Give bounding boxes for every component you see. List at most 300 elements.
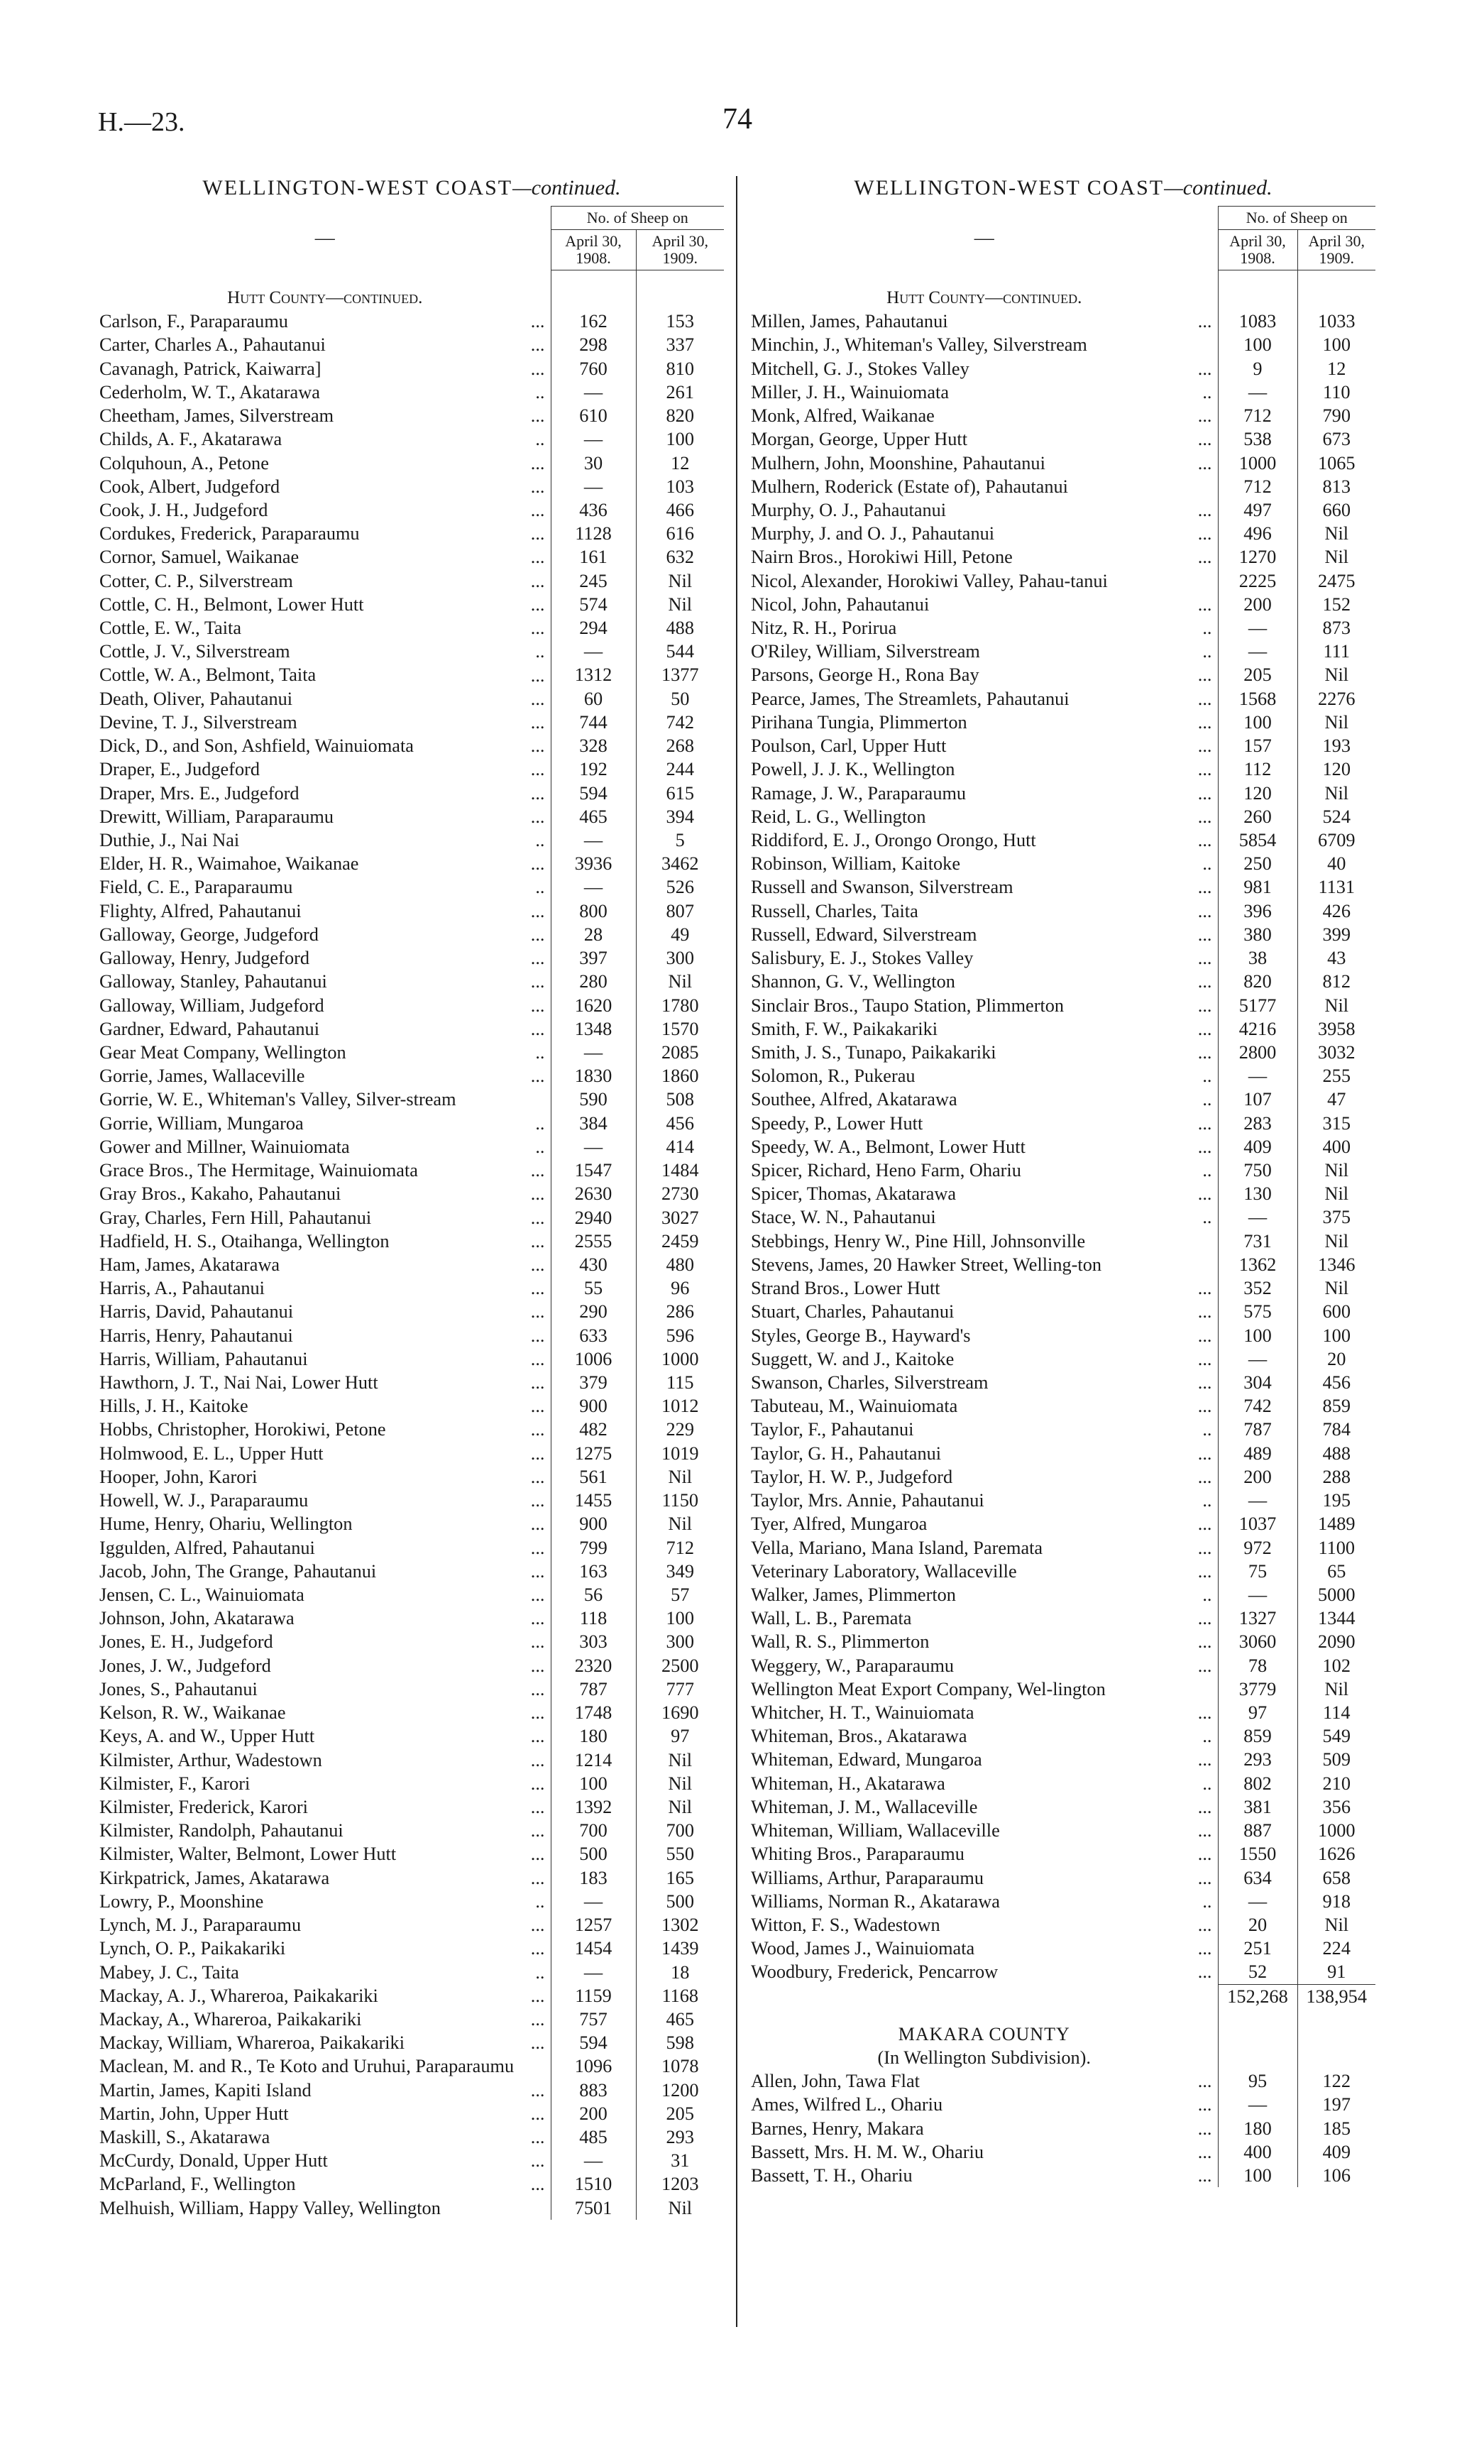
owner-name: Cook, Albert, Judgeford bbox=[99, 476, 280, 497]
table-row bbox=[751, 1960, 1375, 1984]
table-row bbox=[99, 2008, 724, 2031]
owner-name: Ramage, J. W., Paraparaumu bbox=[751, 782, 967, 804]
table-row bbox=[751, 899, 1375, 923]
owner-name: Styles, George B., Hayward's bbox=[751, 1325, 971, 1346]
leader-dots: ... bbox=[530, 1796, 545, 1817]
table-row bbox=[751, 923, 1375, 946]
county-title: MAKARA COUNTY bbox=[898, 2023, 1070, 2044]
owner-name: Hooper, John, Karori bbox=[99, 1466, 258, 1487]
table-row bbox=[99, 1276, 724, 1300]
table-row bbox=[751, 875, 1375, 899]
sheep-1908: — bbox=[551, 640, 636, 663]
sheep-1908: 760 bbox=[551, 357, 636, 380]
sheep-1909: 810 bbox=[636, 357, 724, 380]
sheep-1908: 97 bbox=[1218, 1701, 1297, 1724]
leader-dots: .. bbox=[1202, 1490, 1212, 1511]
owner-name: Shannon, G. V., Wellington bbox=[751, 971, 955, 992]
leader-dots: ... bbox=[1197, 806, 1212, 827]
sheep-1909: 812 bbox=[1297, 970, 1375, 993]
leader-dots: ... bbox=[1197, 2118, 1212, 2139]
leader-dots: ... bbox=[530, 2008, 545, 2030]
leader-dots: ... bbox=[530, 499, 545, 520]
page-number: 74 bbox=[722, 103, 752, 136]
owner-name: Melhuish, William, Happy Valley, Wellington bbox=[99, 2197, 441, 2218]
table-row bbox=[751, 1465, 1375, 1489]
leader-dots: ... bbox=[1197, 1631, 1212, 1653]
sheep-1909: 1078 bbox=[636, 2054, 724, 2078]
table-row bbox=[751, 1560, 1375, 1583]
table-row bbox=[99, 970, 724, 993]
sheep-1908: 802 bbox=[1218, 1772, 1297, 1795]
table-row bbox=[99, 1677, 724, 1701]
sheep-1908: 4216 bbox=[1218, 1017, 1297, 1041]
sheep-1908: 820 bbox=[1218, 970, 1297, 993]
sheep-1909: 456 bbox=[1297, 1371, 1375, 1394]
leader-dots: ... bbox=[530, 1584, 545, 1606]
sheep-1909: Nil bbox=[1297, 1182, 1375, 1205]
sheep-1908: 1214 bbox=[551, 1748, 636, 1772]
sheep-1908: 575 bbox=[1218, 1300, 1297, 1323]
sheep-1909: Nil bbox=[636, 569, 724, 593]
leader-dots: ... bbox=[530, 1915, 545, 1936]
sheep-1908: 3936 bbox=[551, 852, 636, 875]
sheep-1908: 118 bbox=[551, 1606, 636, 1630]
leader-dots: ... bbox=[1197, 1749, 1212, 1770]
owner-name: Stace, W. N., Pahautanui bbox=[751, 1207, 936, 1228]
sheep-1908: 750 bbox=[1218, 1159, 1297, 1182]
leader-dots: ... bbox=[1197, 1466, 1212, 1487]
owner-name: Martin, John, Upper Hutt bbox=[99, 2103, 289, 2124]
table-row bbox=[99, 1984, 724, 2008]
sheep-1908: 251 bbox=[1218, 1937, 1297, 1960]
sheep-1908: 1454 bbox=[551, 1937, 636, 1960]
sheep-1909: 1012 bbox=[636, 1394, 724, 1418]
sheep-1909: 288 bbox=[1297, 1465, 1375, 1489]
sheep-1908: 100 bbox=[1218, 333, 1297, 356]
owner-name: Witton, F. S., Wadestown bbox=[751, 1914, 940, 1935]
sheep-1908: 2940 bbox=[551, 1206, 636, 1230]
sheep-1908: 1083 bbox=[1218, 310, 1297, 333]
sheep-1909: 480 bbox=[636, 1253, 724, 1276]
sheep-1908: 379 bbox=[551, 1371, 636, 1394]
sheep-1909: Nil bbox=[636, 1465, 724, 1489]
sheep-1908: — bbox=[1218, 380, 1297, 404]
owner-name: Gorrie, W. E., Whiteman's Valley, Silver-stream bbox=[99, 1089, 456, 1110]
sheep-1909: 111 bbox=[1297, 640, 1375, 663]
leader-dots: ... bbox=[530, 311, 545, 332]
leader-dots: ... bbox=[530, 1490, 545, 1511]
owner-name: Cottle, C. H., Belmont, Lower Hutt bbox=[99, 593, 364, 615]
leader-dots: ... bbox=[530, 1325, 545, 1346]
table-row bbox=[99, 1724, 724, 1748]
leader-dots: ... bbox=[1197, 1796, 1212, 1817]
leader-dots: ... bbox=[1197, 995, 1212, 1016]
sheep-1909: 122 bbox=[1297, 2069, 1375, 2093]
owner-name: Pearce, James, The Streamlets, Pahautanui bbox=[751, 688, 1070, 709]
sheep-1909: 1200 bbox=[636, 2079, 724, 2102]
sheep-1908: 561 bbox=[551, 1465, 636, 1489]
sheep-1909: 632 bbox=[636, 545, 724, 569]
sheep-1909: 356 bbox=[1297, 1795, 1375, 1819]
table-row bbox=[99, 333, 724, 356]
table-row bbox=[751, 687, 1375, 711]
sheep-1908: 5177 bbox=[1218, 994, 1297, 1017]
left-name-col-header: — bbox=[314, 226, 335, 249]
table-row bbox=[99, 357, 724, 380]
sheep-1909: 100 bbox=[636, 427, 724, 451]
sheep-1908: 294 bbox=[551, 616, 636, 640]
sheep-1909: 526 bbox=[636, 875, 724, 899]
leader-dots: ... bbox=[1197, 877, 1212, 898]
sheep-1909: 524 bbox=[1297, 805, 1375, 828]
leader-dots: ... bbox=[1197, 1278, 1212, 1299]
leader-dots: ... bbox=[530, 1773, 545, 1794]
leader-dots: ... bbox=[530, 1254, 545, 1275]
leader-dots: ... bbox=[1197, 735, 1212, 757]
table-row bbox=[751, 1866, 1375, 1890]
sheep-1908: — bbox=[551, 427, 636, 451]
sheep-1909: 2085 bbox=[636, 1041, 724, 1064]
leader-dots: ... bbox=[530, 1560, 545, 1582]
sheep-1908: 328 bbox=[551, 734, 636, 757]
owner-name: Johnson, John, Akatarawa bbox=[99, 1608, 295, 1629]
leader-dots: ... bbox=[1197, 948, 1212, 969]
sheep-1908: — bbox=[551, 475, 636, 498]
owner-name: Smith, J. S., Tunapo, Paikakariki bbox=[751, 1041, 996, 1063]
table-row bbox=[99, 1253, 724, 1276]
sheep-1909: 193 bbox=[1297, 734, 1375, 757]
sheep-1909: 5 bbox=[636, 828, 724, 852]
owner-name: Sinclair Bros., Taupo Station, Plimmerton bbox=[751, 995, 1065, 1016]
table-row bbox=[751, 1512, 1375, 1535]
owner-name: Lynch, O. P., Paikakariki bbox=[99, 1938, 286, 1959]
table-row bbox=[751, 475, 1375, 498]
leader-dots: .. bbox=[535, 1890, 545, 1912]
owner-name: Spicer, Richard, Heno Farm, Ohariu bbox=[751, 1160, 1021, 1181]
sheep-1909: 1377 bbox=[636, 663, 724, 686]
owner-name: Maskill, S., Akatarawa bbox=[99, 2127, 270, 2148]
owner-name: Jensen, C. L., Wainuiomata bbox=[99, 1584, 304, 1605]
owner-name: Mitchell, G. J., Stokes Valley bbox=[751, 358, 969, 379]
sheep-1908: 75 bbox=[1218, 1560, 1297, 1583]
owner-name: Whiteman, H., Akatarawa bbox=[751, 1773, 945, 1794]
owner-name: Pirihana Tungia, Plimmerton bbox=[751, 711, 967, 733]
sheep-1909: 742 bbox=[636, 711, 724, 734]
leader-dots: ... bbox=[1197, 759, 1212, 780]
owner-name: Kilmister, Walter, Belmont, Lower Hutt bbox=[99, 1844, 397, 1865]
table-row bbox=[99, 1442, 724, 1465]
table-row bbox=[751, 1654, 1375, 1677]
leader-dots: ... bbox=[1197, 1961, 1212, 1983]
leader-dots: ... bbox=[530, 1160, 545, 1181]
sheep-1909: 400 bbox=[1297, 1135, 1375, 1159]
leader-dots: ... bbox=[530, 1726, 545, 1747]
table-row bbox=[751, 357, 1375, 380]
owner-name: Russell, Edward, Silverstream bbox=[751, 924, 977, 945]
sheep-1908: 205 bbox=[1218, 663, 1297, 686]
sheep-1908: 1327 bbox=[1218, 1606, 1297, 1630]
sheep-1909: 185 bbox=[1297, 2117, 1375, 2140]
sheep-1908: 200 bbox=[1218, 593, 1297, 616]
table-row bbox=[99, 2079, 724, 2102]
left-sheep-table bbox=[99, 206, 724, 2220]
owner-name: Hills, J. H., Kaitoke bbox=[99, 1396, 248, 1417]
owner-name: Riddiford, E. J., Orongo Orongo, Hutt bbox=[751, 829, 1036, 850]
sheep-1908: — bbox=[1218, 616, 1297, 640]
sheep-1908: 489 bbox=[1218, 1442, 1297, 1465]
sheep-1908: 496 bbox=[1218, 522, 1297, 545]
sheep-1909: 337 bbox=[636, 333, 724, 356]
sheep-1909: 5000 bbox=[1297, 1583, 1375, 1606]
table-row bbox=[99, 593, 724, 616]
table-row bbox=[751, 1205, 1375, 1229]
sheep-1908: 180 bbox=[1218, 2117, 1297, 2140]
sheep-1908: 500 bbox=[551, 1842, 636, 1866]
owner-name: Harris, A., Pahautanui bbox=[99, 1278, 265, 1299]
sheep-1909: 777 bbox=[636, 1677, 724, 1701]
table-row bbox=[99, 1230, 724, 1253]
sheep-1909: 43 bbox=[1297, 946, 1375, 970]
leader-dots: ... bbox=[1197, 1325, 1212, 1346]
owner-name: Speedy, P., Lower Hutt bbox=[751, 1112, 923, 1134]
sheep-1909: Nil bbox=[636, 1772, 724, 1795]
sheep-1908: 1362 bbox=[1218, 1253, 1297, 1276]
owner-name: Stebbings, Henry W., Pine Hill, Johnsonville bbox=[751, 1230, 1086, 1252]
sheep-1909: 31 bbox=[636, 2149, 724, 2172]
sheep-1908: 283 bbox=[1218, 1112, 1297, 1135]
table-row bbox=[99, 923, 724, 946]
table-row bbox=[99, 1206, 724, 1230]
sheep-1909: 660 bbox=[1297, 498, 1375, 522]
sheep-1909: 268 bbox=[636, 734, 724, 757]
sheep-1908: — bbox=[551, 380, 636, 404]
sheep-1909: 1489 bbox=[1297, 1512, 1375, 1535]
sheep-1909: 244 bbox=[636, 757, 724, 781]
owner-name: Harris, William, Pahautanui bbox=[99, 1348, 308, 1369]
owner-name: Minchin, J., Whiteman's Valley, Silverstream bbox=[751, 334, 1087, 356]
table-row bbox=[751, 805, 1375, 828]
county-heading-row bbox=[751, 2008, 1375, 2046]
sheep-1908: — bbox=[1218, 640, 1297, 663]
table-row bbox=[751, 711, 1375, 734]
sheep-1908: 409 bbox=[1218, 1135, 1297, 1159]
sheep-1908: 1550 bbox=[1218, 1842, 1297, 1866]
leader-dots: .. bbox=[1202, 1066, 1212, 1087]
leader-dots: ... bbox=[530, 1985, 545, 2006]
owner-name: Suggett, W. and J., Kaitoke bbox=[751, 1348, 955, 1369]
sheep-1908: 100 bbox=[1218, 711, 1297, 734]
table-row bbox=[99, 640, 724, 663]
sheep-1908: 30 bbox=[551, 451, 636, 475]
leader-dots: ... bbox=[530, 711, 545, 733]
right-col-1909: April 30, 1909. bbox=[1297, 230, 1375, 270]
sheep-1909: 91 bbox=[1297, 1960, 1375, 1984]
sheep-1908: 112 bbox=[1218, 757, 1297, 781]
leader-dots: ... bbox=[530, 2079, 545, 2101]
sheep-1908: 52 bbox=[1218, 1960, 1297, 1984]
sheep-1908: 859 bbox=[1218, 1724, 1297, 1748]
leader-dots: ... bbox=[530, 664, 545, 686]
leader-dots: ... bbox=[530, 1348, 545, 1369]
sheep-1908: 130 bbox=[1218, 1182, 1297, 1205]
table-row bbox=[99, 1135, 724, 1159]
left-col-1908: April 30, 1908. bbox=[551, 230, 636, 270]
leader-dots: ... bbox=[1197, 499, 1212, 520]
table-row bbox=[99, 1159, 724, 1182]
sheep-1909: 100 bbox=[636, 1606, 724, 1630]
leader-dots: ... bbox=[530, 1419, 545, 1440]
sheep-1909: 1439 bbox=[636, 1937, 724, 1960]
right-name-col-header: — bbox=[974, 226, 994, 249]
table-row bbox=[99, 1465, 724, 1489]
leader-dots: .. bbox=[535, 1042, 545, 1063]
table-row bbox=[751, 1772, 1375, 1795]
owner-name: Galloway, Stanley, Pahautanui bbox=[99, 971, 327, 992]
sheep-1909: Nil bbox=[636, 1748, 724, 1772]
owner-name: Swanson, Charles, Silverstream bbox=[751, 1371, 989, 1393]
left-group-header: No. of Sheep on bbox=[551, 207, 724, 230]
sheep-1909: Nil bbox=[1297, 1159, 1375, 1182]
sheep-1909: 205 bbox=[636, 2102, 724, 2125]
sheep-1909: 286 bbox=[636, 1300, 724, 1323]
leader-dots: .. bbox=[535, 1136, 545, 1157]
sheep-1908: 1275 bbox=[551, 1442, 636, 1465]
sheep-1908: 260 bbox=[1218, 805, 1297, 828]
owner-name: Spicer, Thomas, Akatarawa bbox=[751, 1183, 957, 1205]
owner-name: Nitz, R. H., Porirua bbox=[751, 618, 897, 638]
table-row bbox=[751, 1630, 1375, 1653]
owner-name: Powell, J. J. K., Wellington bbox=[751, 759, 955, 780]
sheep-1909: 255 bbox=[1297, 1064, 1375, 1088]
owner-name: Kirkpatrick, James, Akatarawa bbox=[99, 1867, 330, 1888]
table-row bbox=[99, 1324, 724, 1347]
leader-dots: ... bbox=[530, 476, 545, 497]
owner-name: Draper, Mrs. E., Judgeford bbox=[99, 782, 299, 804]
sheep-1908: 3779 bbox=[1218, 1677, 1297, 1701]
table-row bbox=[751, 333, 1375, 356]
table-row bbox=[99, 2125, 724, 2149]
total-row bbox=[751, 1984, 1375, 2008]
leader-dots: ... bbox=[1197, 688, 1212, 709]
sheep-1908: 157 bbox=[1218, 734, 1297, 757]
sheep-1909: 3032 bbox=[1297, 1041, 1375, 1064]
sheep-1908: 634 bbox=[1218, 1866, 1297, 1890]
sheep-1909: 65 bbox=[1297, 1560, 1375, 1583]
table-row bbox=[751, 1890, 1375, 1913]
sheep-1908: 594 bbox=[551, 782, 636, 805]
owner-name: Harris, David, Pahautanui bbox=[99, 1301, 294, 1323]
sheep-1909: Nil bbox=[1297, 663, 1375, 686]
table-row bbox=[99, 1890, 724, 1913]
subheading-text: Hutt County—continued. bbox=[886, 288, 1082, 307]
table-row bbox=[99, 2172, 724, 2196]
leader-dots: .. bbox=[1202, 618, 1212, 639]
table-row bbox=[751, 1724, 1375, 1748]
leader-dots: ... bbox=[1197, 1608, 1212, 1629]
sheep-1909: 3462 bbox=[636, 852, 724, 875]
sheep-1908: 900 bbox=[551, 1394, 636, 1418]
table-row bbox=[751, 970, 1375, 993]
table-row bbox=[99, 1937, 724, 1960]
sheep-1909: Nil bbox=[1297, 782, 1375, 805]
owner-name: Lowry, P., Moonshine bbox=[99, 1890, 264, 1912]
sheep-1908: 161 bbox=[551, 545, 636, 569]
owner-name: Martin, James, Kapiti Island bbox=[99, 2079, 312, 2101]
leader-dots: ... bbox=[1197, 971, 1212, 992]
owner-name: Kilmister, Randolph, Pahautanui bbox=[99, 1820, 343, 1841]
table-row bbox=[751, 545, 1375, 569]
table-row bbox=[751, 994, 1375, 1017]
table-row bbox=[99, 545, 724, 569]
table-row bbox=[99, 1371, 724, 1394]
table-row bbox=[751, 1583, 1375, 1606]
owner-name: Southee, Alfred, Akatarawa bbox=[751, 1089, 957, 1110]
sheep-1908: 1128 bbox=[551, 522, 636, 545]
sheep-1908: 100 bbox=[551, 1772, 636, 1795]
table-row bbox=[99, 782, 724, 805]
owner-name: Cottle, W. A., Belmont, Taita bbox=[99, 664, 317, 686]
sheep-1908: 1510 bbox=[551, 2172, 636, 2196]
table-row bbox=[99, 2054, 724, 2078]
leader-dots: ... bbox=[1197, 1655, 1212, 1676]
table-row bbox=[99, 1583, 724, 1606]
leader-dots: ... bbox=[1197, 311, 1212, 332]
owner-name: Wall, L. B., Paremata bbox=[751, 1608, 912, 1629]
sheep-1909: 115 bbox=[636, 1371, 724, 1394]
leader-dots: ... bbox=[530, 759, 545, 780]
sheep-1908: 590 bbox=[551, 1088, 636, 1111]
sheep-1909: 1302 bbox=[636, 1913, 724, 1937]
table-row bbox=[751, 1677, 1375, 1701]
leader-dots: ... bbox=[530, 1537, 545, 1558]
leader-dots: ... bbox=[530, 358, 545, 379]
leader-dots: ... bbox=[530, 1301, 545, 1323]
sheep-1908: 1000 bbox=[1218, 451, 1297, 475]
leader-dots: ... bbox=[530, 1207, 545, 1228]
table-row bbox=[751, 1135, 1375, 1159]
leader-dots: ... bbox=[1197, 782, 1212, 804]
owner-name: Gorrie, James, Wallaceville bbox=[99, 1066, 305, 1087]
table-row bbox=[99, 1654, 724, 1677]
left-col-1909: April 30, 1909. bbox=[636, 230, 724, 270]
sheep-1908: 95 bbox=[1218, 2069, 1297, 2093]
sheep-1909: Nil bbox=[636, 1512, 724, 1535]
leader-dots: ... bbox=[530, 853, 545, 875]
sheep-1909: Nil bbox=[1297, 711, 1375, 734]
sheep-1908: 1455 bbox=[551, 1489, 636, 1512]
sheep-1909: 349 bbox=[636, 1560, 724, 1583]
sheep-1909: 100 bbox=[1297, 1324, 1375, 1347]
owner-name: Weggery, W., Paraparaumu bbox=[751, 1655, 955, 1676]
table-row bbox=[99, 569, 724, 593]
sheep-1908: — bbox=[1218, 1064, 1297, 1088]
sheep-1908: 731 bbox=[1218, 1230, 1297, 1253]
leader-dots: .. bbox=[1202, 1584, 1212, 1605]
sheep-1908: — bbox=[551, 828, 636, 852]
sheep-1908: 290 bbox=[551, 1300, 636, 1323]
county-subtitle: (In Wellington Subdivision). bbox=[877, 2047, 1092, 2069]
sheep-1909: 790 bbox=[1297, 404, 1375, 427]
sheep-1909: Nil bbox=[1297, 1276, 1375, 1300]
owner-name: Poulson, Carl, Upper Hutt bbox=[751, 735, 947, 757]
owner-name: Vella, Mariano, Mana Island, Paremata bbox=[751, 1537, 1043, 1558]
owner-name: Mulhern, Roderick (Estate of), Pahautanui bbox=[751, 476, 1068, 497]
leader-dots: ... bbox=[1197, 1537, 1212, 1558]
leader-dots: ... bbox=[530, 971, 545, 992]
owner-name: Cornor, Samuel, Waikanae bbox=[99, 547, 299, 568]
sheep-1908: 485 bbox=[551, 2125, 636, 2149]
owner-name: Hadfield, H. S., Otaihanga, Wellington bbox=[99, 1230, 390, 1252]
